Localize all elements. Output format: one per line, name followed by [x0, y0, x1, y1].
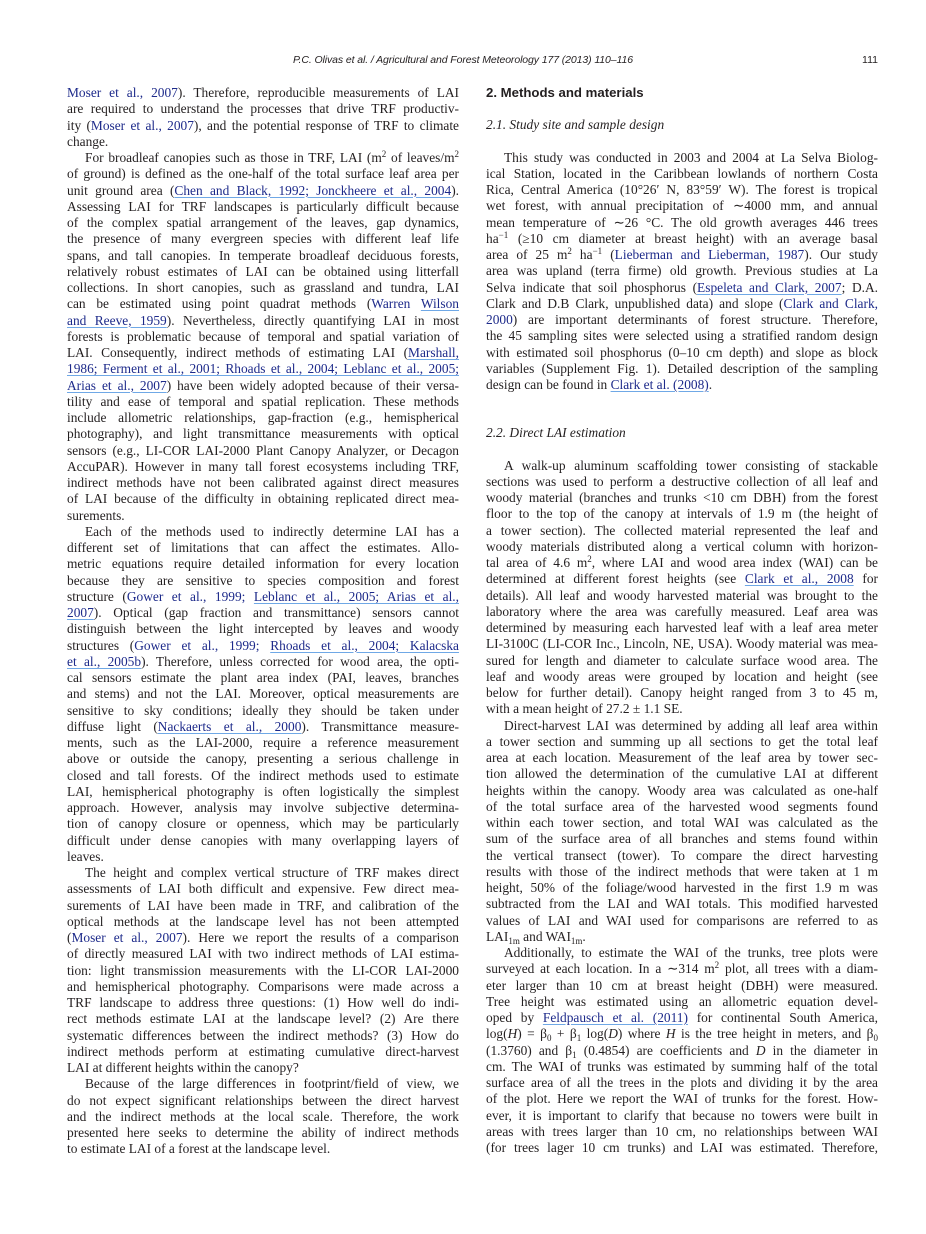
text-line: a tower section). The collected material represented the leaf and	[486, 522, 878, 538]
journal-citation-header: P.C. Olivas et al. / Agricultural and Forest Meteorology 177 (2013) 110–116	[293, 54, 633, 66]
text: ).	[451, 182, 459, 198]
text-line: A walk-up aluminum scaffolding tower consisting of stackable	[504, 457, 878, 473]
text-line: sensitive to sky conditions; ideally they should be taken under	[67, 702, 459, 718]
text-line: heights within the canopy. Woody area was calculated as one-half	[486, 782, 878, 798]
text-line: surface area of all the trees in the plots and dividing it by the area	[486, 1075, 878, 1090]
superscript: 2	[714, 960, 720, 971]
text-line: eter larger than 10 cm at breast height (DBH) were measured.	[486, 977, 878, 993]
text-line: woody materials distributed along a vertical column with horizon-	[486, 538, 878, 554]
text-line: areas with trees larger than 10 cm, no relationships between WAI	[486, 1123, 878, 1139]
subscript: 1m	[570, 935, 583, 946]
text-line: above or outside the canopy, presenting a serious challenge in	[67, 751, 459, 767]
text: For broadleaf canopies such as those in TRF, LAI (m	[85, 150, 382, 165]
text-line: ments, such as the LAI-2000, require a reference measurement	[67, 735, 459, 750]
text-line: woody material (branches and trunks <10 cm DBH) from the forest	[486, 490, 878, 505]
text-line: surements.	[67, 507, 125, 523]
text: (0.4854) are coefficients and	[576, 1042, 756, 1058]
superscript: −1	[498, 229, 509, 240]
text: Selva indicate that soil phosphorus (	[486, 279, 698, 295]
citation-link[interactable]: Nackaerts et al., 2000	[157, 718, 302, 734]
citation-link[interactable]: Marshall,	[408, 345, 459, 360]
text: log(	[486, 1026, 508, 1042]
text: ; D.A.	[841, 279, 878, 295]
text: is the tree height in meters, and β	[675, 1026, 874, 1042]
text-line: of directly measured LAI with two indirect methods of LAI estima-	[67, 946, 459, 962]
text-line: determined by measuring each harvested leaf with a leaf area meter	[486, 620, 878, 635]
text-line: Direct-harvest LAI was determined by adding all leaf area within	[504, 717, 878, 733]
text-line: Rica, Central America (10°26′ N, 83°59′ W). The forest is tropical	[486, 182, 878, 197]
text-line: indirect methods perform at estimating cumulative direct-harvest	[67, 1043, 459, 1059]
text-line: the vertical transect (tower). To compare the direct harvesting	[486, 847, 878, 863]
text-line: do not expect significant relationships between the direct harvest	[67, 1092, 459, 1108]
text: (1.3760) and β	[486, 1042, 573, 1058]
paragraph-objective	[67, 1076, 459, 1157]
text-line: because they are sensitive to species composition and forest	[67, 572, 459, 588]
text-line: the presence of many evergreen species with different leaf life	[67, 231, 459, 247]
paragraph-trunk-wai	[486, 945, 878, 1156]
paragraph-study-site	[486, 150, 878, 394]
citation-link[interactable]: Moser et al., 2007	[90, 117, 194, 133]
variable: D	[608, 1026, 618, 1042]
text-line: Because of the large differences in footprint/field of view, we	[85, 1076, 459, 1092]
text-line: height, 50% of the foliage/wood harvested in the first 1.9 m was	[486, 880, 878, 895]
text: ). Therefore, unless corrected for wood area, the opti-	[141, 653, 459, 669]
text: Clark and D.B Clark, unpublished data) and slope (	[486, 295, 784, 311]
text: .	[582, 928, 586, 944]
subscript: 0	[873, 1033, 878, 1044]
text: ). Here we report the results of a comparison	[182, 930, 459, 945]
text-line: approach. However, analysis may involve subjective determina-	[67, 800, 459, 815]
text-line: within each tower section, and total WAI was calculated as the	[486, 815, 878, 830]
text: structures (	[67, 637, 135, 653]
superscript: 2	[454, 149, 459, 159]
citation-link[interactable]: Clark et al. (2008)	[610, 377, 709, 392]
text: determined at different forest heights (see	[486, 571, 745, 587]
variable: D	[755, 1042, 766, 1058]
citation-link[interactable]: Feldpausch et al. (2011)	[542, 1010, 688, 1025]
text: (	[602, 247, 615, 262]
text: area of 25 m	[486, 247, 568, 262]
text-line: to estimate LAI of a forest at the landscape level.	[67, 1141, 331, 1157]
text-line: photography), and light transmittance measurements with optical	[67, 426, 459, 442]
citation-link[interactable]: Chen and Black, 1992; Jonckheere et al., 2004	[174, 182, 452, 198]
text: log(	[581, 1026, 609, 1042]
text: plot, all trees with a diam-	[719, 961, 878, 977]
text: + β	[551, 1026, 577, 1042]
text-line: sections was used to perform a destructive collection of all leaf and	[486, 473, 878, 489]
text: for continental South America,	[687, 1010, 878, 1025]
variable: H	[665, 1026, 676, 1042]
subsection-heading: 2.2. Direct LAI estimation	[486, 425, 626, 441]
citation-link[interactable]: Rhoads et al., 2004; Kalacska	[270, 637, 459, 653]
text: diffuse light (	[67, 718, 158, 734]
left-column	[67, 85, 459, 1158]
subscript: 1	[572, 1049, 577, 1060]
paragraph-lai-definition	[67, 150, 459, 524]
text-line: include allometric relationships, gap-fraction (e.g., hemispherical	[67, 410, 459, 425]
text-line: cal sensors estimate the plant area index (PAI, leaves, branches	[67, 670, 459, 685]
text-line: leaves.	[67, 848, 104, 864]
text-line: indirect methods have not been calibrated against direct measures	[67, 475, 459, 490]
text-line: with a mean height of 27.2 ± 1.1 SE.	[486, 701, 683, 717]
text-line: tion of canopy closure or openness, which may be particularly	[67, 816, 459, 832]
text-line: Additionally, to estimate the WAI of the trunks, tree plots were	[504, 945, 878, 960]
text-line: sensors (e.g., LI-COR LAI-2000 Plant Canopy Analyzer, or Decagon	[67, 442, 459, 458]
page-number: 111	[862, 54, 878, 66]
text-line: change.	[67, 133, 109, 149]
subsection-heading: 2.1. Study site and sample design	[486, 117, 665, 133]
text-line: details). All leaf and woody harvested material was brought to the	[486, 587, 878, 603]
text-line: cm. The WAI of trunks was estimated by summing half of the total	[486, 1058, 878, 1074]
subscript: 1m	[508, 935, 520, 946]
text-line: optical methods at the landscape level has not been attempted	[67, 913, 459, 929]
citation-link[interactable]: et al., 2005b	[67, 653, 142, 669]
citation-link[interactable]: Warren	[371, 296, 421, 312]
text: surveyed at each location. In a ∼314 m	[486, 961, 715, 977]
text-line: of the complex spatial arrangement of the leaves, gap dynamics,	[67, 215, 459, 230]
text-line: Tree height was estimated using an allometric equation devel-	[486, 993, 878, 1009]
text-line: different set of limitations that can affect the estimates. Allo-	[67, 540, 459, 555]
right-column	[486, 85, 878, 1156]
text-line: LAI, hemispherical photography is often logistically the simplest	[67, 783, 459, 799]
text-line: sured for length and diameter to calculate surface wood area. The	[486, 652, 878, 668]
text-line: ical Station, located in the Caribbean lowlands of northern Costa	[486, 165, 878, 181]
text-line: laboratory where the area was carefully measured. Leaf area was	[486, 603, 878, 619]
text: of leaves/m	[386, 150, 455, 165]
text: (≥10 cm diameter at breast height) with an average basal	[508, 230, 878, 246]
text: ity (	[67, 117, 91, 133]
subscript: 0	[546, 1033, 552, 1044]
text-line: rect methods estimate LAI at the landscape level? (2) Are there	[67, 1011, 459, 1027]
text-line: area at each location. Measurement of the leaf area by tower sec-	[486, 750, 878, 765]
superscript: 2	[587, 554, 592, 564]
text: for	[853, 571, 879, 587]
text-line: the 45 sampling sites were selected using a stratified random design	[486, 328, 878, 344]
text: ) are important determinants of forest structure. Therefore,	[512, 312, 878, 327]
text: can be estimated using point quadrat methods (	[67, 296, 372, 312]
text: ) = β	[517, 1026, 547, 1042]
text: LAI. Consequently, indirect methods of estimating LAI (	[67, 345, 409, 360]
text: ), and the potential response of TRF to climate	[193, 117, 459, 133]
text-line: and the indirect methods at the local scale. Therefore, the work	[67, 1108, 459, 1124]
text-line: difficult under dense canopies with many overlapping layers of	[67, 832, 459, 848]
text: ) have been widely adopted because of their versa-	[166, 377, 459, 393]
text-line: subtracted from the LAI and WAI totals. This modified harvested	[486, 896, 878, 912]
paragraph-intro-continued	[67, 85, 459, 150]
text-line: LAI at different heights within the canopy?	[67, 1060, 299, 1075]
text-line: tion: light transmission measurements with the LI-COR LAI-2000	[67, 962, 459, 978]
citation-link[interactable]: Clark et al., 2008	[744, 571, 854, 587]
variable: H	[507, 1026, 518, 1042]
text-line: of the total surface area of the harvested wood segments found	[486, 798, 878, 814]
text-line: with estimated soil phosphorus (0–10 cm depth) and slope as block	[486, 344, 878, 360]
citation-link[interactable]: Gower et al., 1999;	[134, 637, 271, 653]
text-line: leaf and woody areas were grouped by location and height (see	[486, 668, 878, 684]
text-line: variables (Supplement Fig. 1). Detailed description of the sampling	[486, 360, 878, 376]
text: ). Our study	[804, 247, 879, 262]
text-line: ever, it is important to clarify that because no towers were built in	[486, 1107, 878, 1123]
text-line: systematic differences between the indirect methods? (3) How do	[67, 1027, 459, 1043]
text-line: area was upland (terra firme) old growth. Previous studies at La	[486, 263, 878, 279]
citation-link[interactable]: 1986; Ferment et al., 2001; Rhoads et al., 2004; Leblanc et al., 2005;	[67, 361, 459, 377]
text: ). Optical (gap fraction and transmittance) sensors cannot	[93, 605, 459, 620]
text-line: TRF landscape to address three questions: (1) How well do indi-	[67, 995, 459, 1010]
text-line: of the plot. Here we report the WAI of trunks for the forest. How-	[486, 1091, 878, 1107]
citation-link[interactable]: Arias et al., 2007	[67, 377, 167, 393]
text-line: relatively robust estimates of LAI can be obtained using litterfall	[67, 263, 459, 279]
text-line: LI-3100C (LI-COR Inc., Lincoln, NE, USA). Woody material was mea-	[486, 636, 878, 652]
text-line: and hemispherical photography. Comparisons were made across a	[67, 978, 459, 994]
text-line: spans, and tall canopies. In temperate broadleaf deciduous forests,	[67, 247, 459, 263]
text: ). Nevertheless, directly quantifying LAI in most	[166, 312, 459, 328]
text-line: Assessing LAI for TRF landscapes is particularly difficult because	[67, 198, 459, 214]
paragraph-direct-harvest-lai	[486, 718, 878, 946]
text: (	[67, 930, 72, 945]
text-line: below for further detail). Canopy height ranged from 3 to 45 m,	[486, 685, 878, 700]
text-line: closed and tall forests. Of the indirect methods used to estimate	[67, 767, 459, 783]
text: design can be found in	[486, 377, 611, 392]
superscript: −1	[592, 246, 603, 256]
citation-link[interactable]: Clark and Clark,	[783, 295, 878, 311]
text: oped by	[486, 1010, 543, 1025]
superscript: 2	[381, 149, 387, 159]
text-line: are required to understand the processes that drive TRF productiv-	[67, 101, 459, 117]
citation-link[interactable]: 2000	[486, 312, 513, 327]
text-line: distinguish between the light intercepted by leaves and woody	[67, 621, 459, 637]
text-line: surements of LAI have been made in TRF, and calibration of the	[67, 897, 459, 913]
text-line: a tower section and summing up all sections to get the total leaf	[486, 733, 878, 749]
text-line: sum of the surface area of all branches and stems found within	[486, 831, 878, 847]
citation-link[interactable]: Gower et al., 1999;	[126, 588, 254, 604]
text-line: Each of the methods used to indirectly determine LAI has a	[85, 523, 459, 539]
citation-link[interactable]: Leblanc et al., 2005; Arias et al.,	[253, 588, 460, 604]
text: ). Transmittance measure-	[301, 718, 459, 734]
text-line: metric equations require detailed information for every location	[67, 556, 459, 572]
citation-link[interactable]: and Reeve, 1959	[67, 312, 167, 328]
text-line: collections. In short canopies, such as grassland and tundra, LAI	[67, 280, 459, 295]
text: ). Therefore, reproducible measurements of LAI	[177, 85, 460, 100]
text-line: tility and ease of temporal and spatial replication. These methods	[67, 393, 459, 409]
running-head	[0, 54, 926, 70]
text: ha	[486, 230, 499, 246]
text: tal area of 4.6 m	[486, 555, 588, 570]
text: unit ground area (	[67, 182, 175, 198]
citation-link[interactable]: Espeleta and Clark, 2007	[697, 279, 842, 295]
text-line: floor to the top of the canopy at intervals of 1.9 m (the height of	[486, 506, 878, 522]
text-line: forests is problematic because of temporal and spatial variation of	[67, 328, 459, 344]
text-line: presented here seeks to determine the ability of indirect methods	[67, 1125, 459, 1140]
citation-link[interactable]: Lieberman and Lieberman, 1987	[614, 247, 805, 262]
text: LAI	[486, 928, 509, 944]
text: and WAI	[519, 928, 571, 944]
text: structure (	[67, 588, 127, 604]
citation-link[interactable]: Moser et al., 2007	[67, 85, 178, 100]
section-heading: 2. Methods and materials	[486, 85, 644, 100]
text-line: (for trees lager 10 cm trunks) and LAI was estimated. Therefore,	[486, 1140, 878, 1155]
text: .	[708, 377, 713, 392]
paragraph-tower-harvest	[486, 458, 878, 718]
superscript: 2	[567, 246, 572, 256]
paragraph-research-questions	[67, 865, 459, 1076]
text-line: AccuPAR). However in many tall forest ecosystems including TRF,	[67, 458, 459, 474]
citation-link[interactable]: 2007	[67, 605, 94, 620]
text-line: This study was conducted in 2003 and 2004 at La Selva Biolog-	[504, 149, 878, 165]
citation-link[interactable]: Wilson	[420, 296, 460, 312]
text-line: of ground) is defined as the one-half of the total surface leaf area per	[67, 166, 459, 182]
text-line: assessments of LAI both difficult and expensive. Few direct mea-	[67, 881, 459, 897]
subscript: 1	[576, 1033, 582, 1044]
text-line: The height and complex vertical structure of TRF makes direct	[85, 865, 459, 880]
text: ) where	[617, 1026, 666, 1042]
text-line: tion allowed the determination of the cumulative LAI at different	[486, 766, 878, 782]
text: ha	[571, 247, 593, 262]
paragraph-method-limitations	[67, 524, 459, 865]
text-line: mean temperature of ∼26 °C. The old growth averages 446 trees	[486, 214, 878, 230]
text-line: and stems) and not the LAI. Moreover, optical measurements are	[67, 686, 459, 702]
text-line: results with those of the indirect methods that were taken at 1 m	[486, 863, 878, 879]
text-line: values of LAI and WAI used for comparisons are referred to as	[486, 912, 878, 928]
text-line: of LAI because of the difficulty in obtaining replicated direct mea-	[67, 491, 459, 507]
citation-link[interactable]: Moser et al., 2007	[71, 930, 183, 945]
text-line: wet forest, with annual precipitation of ∼4000 mm, and annual	[486, 198, 878, 214]
text: , where LAI and wood area index (WAI) can be	[591, 555, 878, 570]
text: in the diameter in	[765, 1042, 878, 1058]
equation-line	[486, 1026, 878, 1042]
